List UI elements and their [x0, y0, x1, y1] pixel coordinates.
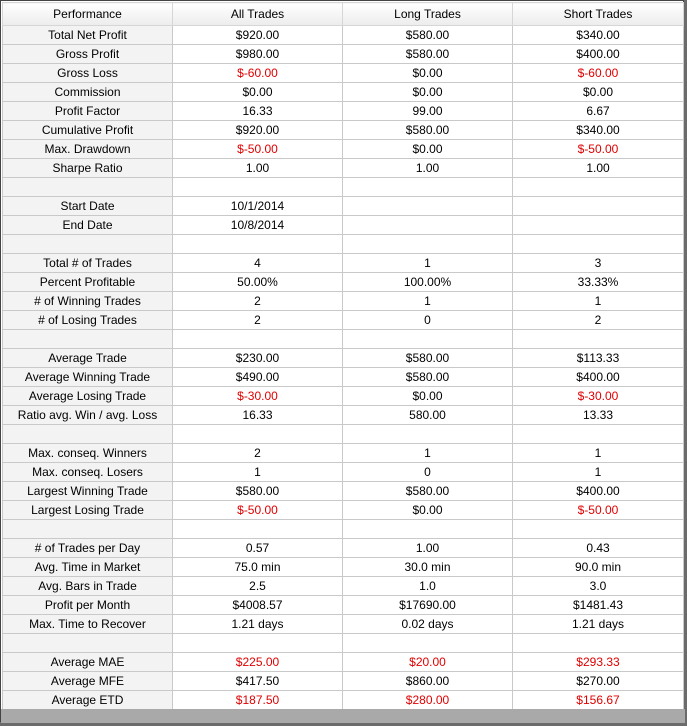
all-trades-cell	[173, 425, 343, 444]
long-trades-cell	[343, 197, 513, 216]
row-label: Profit Factor	[3, 102, 173, 121]
long-trades-cell: 1.0	[343, 577, 513, 596]
table-row[interactable]	[3, 653, 684, 672]
table-row[interactable]	[3, 368, 684, 387]
table-row[interactable]	[3, 349, 684, 368]
table-row[interactable]	[3, 140, 684, 159]
all-trades-cell: 4	[173, 254, 343, 273]
table-row[interactable]	[3, 615, 684, 634]
all-trades-cell: $187.50	[173, 691, 343, 710]
table-row[interactable]	[3, 102, 684, 121]
long-trades-cell: $580.00	[343, 45, 513, 64]
row-label: Average Trade	[3, 349, 173, 368]
table-body	[3, 26, 684, 710]
long-trades-cell	[343, 178, 513, 197]
short-trades-cell: $156.67	[513, 691, 684, 710]
table-row[interactable]	[3, 121, 684, 140]
long-trades-cell	[343, 216, 513, 235]
all-trades-cell: $490.00	[173, 368, 343, 387]
table-row[interactable]	[3, 45, 684, 64]
long-trades-cell	[343, 235, 513, 254]
all-trades-cell: 16.33	[173, 102, 343, 121]
long-trades-cell	[343, 634, 513, 653]
all-trades-cell: $580.00	[173, 482, 343, 501]
short-trades-cell: 2	[513, 311, 684, 330]
short-trades-cell: 13.33	[513, 406, 684, 425]
all-trades-cell: 1.21 days	[173, 615, 343, 634]
long-trades-cell: 1	[343, 444, 513, 463]
table-header	[3, 3, 684, 26]
long-trades-cell	[343, 330, 513, 349]
row-label	[3, 330, 173, 349]
row-label: Gross Profit	[3, 45, 173, 64]
table-row[interactable]	[3, 482, 684, 501]
row-label: Average MFE	[3, 672, 173, 691]
table-row[interactable]	[3, 235, 684, 254]
row-label: Sharpe Ratio	[3, 159, 173, 178]
row-label: Max. conseq. Winners	[3, 444, 173, 463]
table-row[interactable]	[3, 311, 684, 330]
row-label: Ratio avg. Win / avg. Loss	[3, 406, 173, 425]
long-trades-cell: $17690.00	[343, 596, 513, 615]
short-trades-cell	[513, 634, 684, 653]
long-trades-cell: $580.00	[343, 368, 513, 387]
long-trades-cell: 99.00	[343, 102, 513, 121]
short-trades-cell: $340.00	[513, 121, 684, 140]
all-trades-cell: $-30.00	[173, 387, 343, 406]
row-label: Start Date	[3, 197, 173, 216]
long-trades-cell: $0.00	[343, 83, 513, 102]
all-trades-cell: 2	[173, 292, 343, 311]
row-label: Gross Loss	[3, 64, 173, 83]
all-trades-cell: 2	[173, 444, 343, 463]
row-label: Average ETD	[3, 691, 173, 710]
row-label	[3, 425, 173, 444]
all-trades-cell: 75.0 min	[173, 558, 343, 577]
long-trades-cell: $280.00	[343, 691, 513, 710]
table-row[interactable]	[3, 558, 684, 577]
all-trades-cell	[173, 235, 343, 254]
row-label: Average Losing Trade	[3, 387, 173, 406]
all-trades-cell: 2.5	[173, 577, 343, 596]
long-trades-cell: $0.00	[343, 387, 513, 406]
short-trades-cell: $400.00	[513, 482, 684, 501]
all-trades-cell: 10/1/2014	[173, 197, 343, 216]
column-header-long-trades[interactable]: Long Trades	[343, 3, 513, 26]
all-trades-cell: 1	[173, 463, 343, 482]
short-trades-cell: $400.00	[513, 45, 684, 64]
long-trades-cell	[343, 425, 513, 444]
table-row[interactable]	[3, 520, 684, 539]
short-trades-cell: 3	[513, 254, 684, 273]
performance-table	[2, 2, 684, 710]
table-row[interactable]	[3, 330, 684, 349]
row-label: Total Net Profit	[3, 26, 173, 45]
table-row[interactable]	[3, 691, 684, 710]
table-row[interactable]	[3, 463, 684, 482]
column-header-performance[interactable]: Performance	[3, 3, 173, 26]
short-trades-cell: $340.00	[513, 26, 684, 45]
short-trades-cell: 1	[513, 463, 684, 482]
row-label: Average MAE	[3, 653, 173, 672]
row-label	[3, 520, 173, 539]
short-trades-cell: 0.43	[513, 539, 684, 558]
all-trades-cell: $-50.00	[173, 140, 343, 159]
short-trades-cell: $0.00	[513, 83, 684, 102]
all-trades-cell: $0.00	[173, 83, 343, 102]
row-label: Max. Time to Recover	[3, 615, 173, 634]
short-trades-cell: 90.0 min	[513, 558, 684, 577]
short-trades-cell: 3.0	[513, 577, 684, 596]
all-trades-cell: $920.00	[173, 121, 343, 140]
table-row[interactable]	[3, 292, 684, 311]
short-trades-cell	[513, 197, 684, 216]
all-trades-cell: 50.00%	[173, 273, 343, 292]
long-trades-cell: $860.00	[343, 672, 513, 691]
long-trades-cell: $580.00	[343, 26, 513, 45]
long-trades-cell: $580.00	[343, 349, 513, 368]
short-trades-cell	[513, 520, 684, 539]
all-trades-cell: $-60.00	[173, 64, 343, 83]
long-trades-cell: 0	[343, 463, 513, 482]
all-trades-cell: 1.00	[173, 159, 343, 178]
row-label	[3, 235, 173, 254]
table-row[interactable]	[3, 596, 684, 615]
row-label: # of Losing Trades	[3, 311, 173, 330]
long-trades-cell: 0.02 days	[343, 615, 513, 634]
long-trades-cell: 30.0 min	[343, 558, 513, 577]
long-trades-cell	[343, 520, 513, 539]
short-trades-cell: $293.33	[513, 653, 684, 672]
table-row[interactable]	[3, 254, 684, 273]
table-row[interactable]	[3, 216, 684, 235]
table-row[interactable]	[3, 672, 684, 691]
row-label: Total # of Trades	[3, 254, 173, 273]
all-trades-cell: $980.00	[173, 45, 343, 64]
row-label	[3, 178, 173, 197]
header-row	[3, 3, 684, 26]
table-row[interactable]	[3, 64, 684, 83]
all-trades-cell: $417.50	[173, 672, 343, 691]
short-trades-cell	[513, 425, 684, 444]
short-trades-cell: $113.33	[513, 349, 684, 368]
short-trades-cell	[513, 216, 684, 235]
long-trades-cell: $0.00	[343, 501, 513, 520]
long-trades-cell: 1	[343, 254, 513, 273]
all-trades-cell: $920.00	[173, 26, 343, 45]
all-trades-cell: 0.57	[173, 539, 343, 558]
short-trades-cell: $270.00	[513, 672, 684, 691]
table-row[interactable]	[3, 501, 684, 520]
short-trades-cell: $-50.00	[513, 140, 684, 159]
all-trades-cell	[173, 634, 343, 653]
row-label: Largest Losing Trade	[3, 501, 173, 520]
all-trades-cell	[173, 330, 343, 349]
long-trades-cell: $20.00	[343, 653, 513, 672]
short-trades-cell: 1	[513, 444, 684, 463]
column-header-all-trades[interactable]: All Trades	[173, 3, 343, 26]
row-label: # of Winning Trades	[3, 292, 173, 311]
row-label: Profit per Month	[3, 596, 173, 615]
short-trades-cell: $1481.43	[513, 596, 684, 615]
short-trades-cell	[513, 235, 684, 254]
all-trades-cell	[173, 520, 343, 539]
short-trades-cell: 6.67	[513, 102, 684, 121]
table-row[interactable]	[3, 425, 684, 444]
table-row[interactable]	[3, 178, 684, 197]
short-trades-cell	[513, 178, 684, 197]
table-row[interactable]	[3, 387, 684, 406]
all-trades-cell	[173, 178, 343, 197]
short-trades-cell: 1.21 days	[513, 615, 684, 634]
table-row[interactable]	[3, 197, 684, 216]
short-trades-cell: $-60.00	[513, 64, 684, 83]
short-trades-cell: $400.00	[513, 368, 684, 387]
row-label	[3, 634, 173, 653]
row-label: Avg. Time in Market	[3, 558, 173, 577]
short-trades-cell: 33.33%	[513, 273, 684, 292]
long-trades-cell: 1	[343, 292, 513, 311]
all-trades-cell: 2	[173, 311, 343, 330]
long-trades-cell: 1.00	[343, 539, 513, 558]
table-row[interactable]	[3, 577, 684, 596]
long-trades-cell: $0.00	[343, 140, 513, 159]
table-row[interactable]	[3, 634, 684, 653]
table-row[interactable]	[3, 406, 684, 425]
table-row[interactable]	[3, 539, 684, 558]
row-label: End Date	[3, 216, 173, 235]
row-label: Max. conseq. Losers	[3, 463, 173, 482]
all-trades-cell: $230.00	[173, 349, 343, 368]
table-row[interactable]	[3, 273, 684, 292]
long-trades-cell: 0	[343, 311, 513, 330]
table-row[interactable]	[3, 83, 684, 102]
long-trades-cell: $0.00	[343, 64, 513, 83]
row-label: Max. Drawdown	[3, 140, 173, 159]
row-label: Cumulative Profit	[3, 121, 173, 140]
long-trades-cell: $580.00	[343, 482, 513, 501]
long-trades-cell: 1.00	[343, 159, 513, 178]
long-trades-cell: 100.00%	[343, 273, 513, 292]
short-trades-cell: 1.00	[513, 159, 684, 178]
short-trades-cell: 1	[513, 292, 684, 311]
table-row[interactable]	[3, 159, 684, 178]
row-label: Commission	[3, 83, 173, 102]
all-trades-cell: 10/8/2014	[173, 216, 343, 235]
short-trades-cell: $-30.00	[513, 387, 684, 406]
all-trades-cell: 16.33	[173, 406, 343, 425]
row-label: Percent Profitable	[3, 273, 173, 292]
all-trades-cell: $-50.00	[173, 501, 343, 520]
row-label: Avg. Bars in Trade	[3, 577, 173, 596]
row-label: Largest Winning Trade	[3, 482, 173, 501]
long-trades-cell: $580.00	[343, 121, 513, 140]
all-trades-cell: $4008.57	[173, 596, 343, 615]
table-row[interactable]	[3, 26, 684, 45]
all-trades-cell: $225.00	[173, 653, 343, 672]
row-label: Average Winning Trade	[3, 368, 173, 387]
short-trades-cell: $-50.00	[513, 501, 684, 520]
table-row[interactable]	[3, 444, 684, 463]
long-trades-cell: 580.00	[343, 406, 513, 425]
column-header-short-trades[interactable]: Short Trades	[513, 3, 684, 26]
horizontal-scrollbar[interactable]	[1, 709, 685, 723]
row-label: # of Trades per Day	[3, 539, 173, 558]
short-trades-cell	[513, 330, 684, 349]
